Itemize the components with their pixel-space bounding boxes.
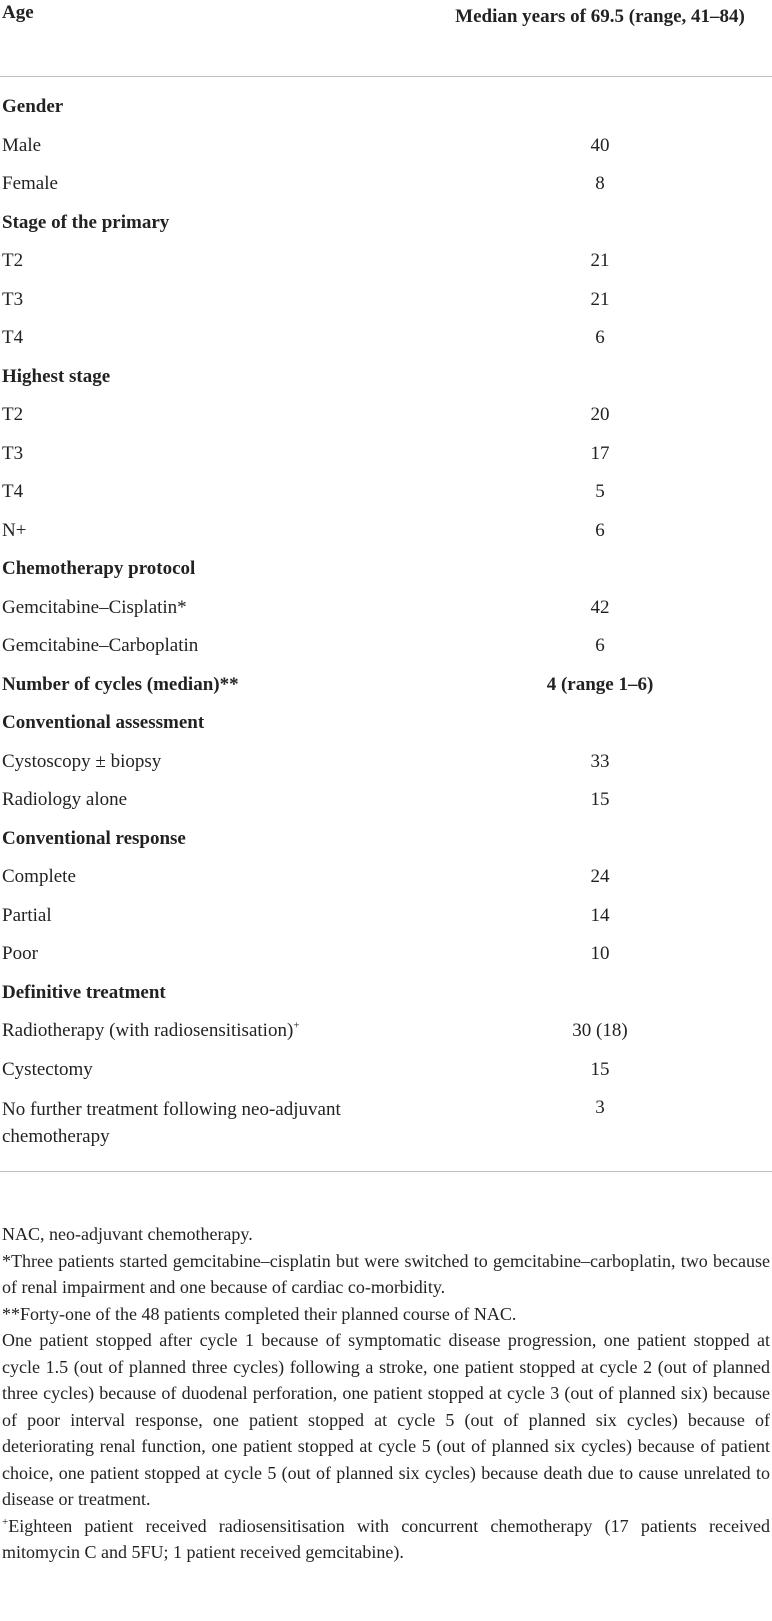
row-value: 33 xyxy=(590,750,610,772)
row-label: Gemcitabine–Carboplatin xyxy=(2,635,199,656)
row-value: 14 xyxy=(590,904,610,926)
row-label: Female xyxy=(2,173,58,194)
footnote-marker: + xyxy=(293,1019,300,1032)
table-header xyxy=(0,0,772,76)
footnote-stopped-details: One patient stopped after cycle 1 because of symptomatic disease progression, one patient stopped at cycle 1.5 (out of planned three cycles) following a stroke, one patient stopped at cycle 2 (out of planned three cycles) because of duodenal perforation, one patient stopped at cycle 3 (out of planned six) because of poor interval response, one patient stopped at cycle 5 (out of planned six cycles) because of deteriorating renal function, one patient stopped at cycle 5 (out of planned six cycles) because of patient choice, one patient stopped at cycle 5 (out of planned six cycles) because death due to cause unrelated to disease or treatment. xyxy=(2,1330,770,1509)
section-label: Conventional response xyxy=(2,827,186,849)
footnote-plus-mark: + xyxy=(2,1515,9,1528)
row-label: T3 xyxy=(2,288,24,310)
row-label: Poor xyxy=(2,943,38,964)
row-value: 6 xyxy=(595,519,605,541)
row-value: 21 xyxy=(590,250,610,271)
row-label: Cystoscopy ± biopsy xyxy=(2,750,162,772)
footnote-radiosensitisation-text: Eighteen patient received radiosensitisation with concurrent chemotherapy (17 patients received mitomycin C and 5FU; 1 patient received gemcitabine). xyxy=(2,1515,770,1562)
section-label: Highest stage xyxy=(2,365,111,387)
row-label: T2 xyxy=(2,404,24,425)
row-value: 20 xyxy=(590,404,610,425)
row-value: 8 xyxy=(595,173,605,194)
row-value: 10 xyxy=(590,943,610,964)
row-value: 17 xyxy=(590,442,610,464)
header-median: Median years of 69.5 (range, 41–84) xyxy=(455,6,745,27)
row-value: 42 xyxy=(590,596,610,618)
footer-rule xyxy=(0,1171,772,1172)
row-label: Radiotherapy (with radiosensitisation)+ xyxy=(2,1019,300,1041)
row-value: 24 xyxy=(590,866,610,887)
row-value: 15 xyxy=(590,1058,610,1080)
row-label: Male xyxy=(2,134,42,156)
row-label: Radiology alone xyxy=(2,789,128,810)
footnote-abbreviation: NAC, neo-adjuvant chemotherapy. xyxy=(2,1224,253,1244)
header-rule xyxy=(0,76,772,77)
footnote-radiosensitisation xyxy=(2,1513,770,1566)
footnote-cycles-completed: **Forty-one of the 48 patients completed their planned course of NAC. xyxy=(2,1303,517,1324)
row-label: Complete xyxy=(2,866,76,887)
table-footnotes xyxy=(2,1221,770,1566)
section-label: Chemotherapy protocol xyxy=(2,558,196,579)
section-label: Conventional assessment xyxy=(2,712,205,733)
row-label: T4 xyxy=(2,481,24,502)
footnote-cisplatin-switch: *Three patients started gemcitabine–cisplatin but were switched to gemcitabine–carboplatin, two because of renal impairment and one because of cardiac co-morbidity. xyxy=(2,1250,770,1297)
row-value: 15 xyxy=(590,789,610,810)
section-label: Number of cycles (median)** xyxy=(2,673,239,695)
row-value: 21 xyxy=(590,288,610,310)
row-label: Gemcitabine–Cisplatin* xyxy=(2,596,187,618)
row-value: 5 xyxy=(595,481,605,502)
section-label: Stage of the primary xyxy=(2,211,170,233)
section-label: Gender xyxy=(2,96,64,117)
row-value: 6 xyxy=(595,635,605,656)
row-value: 40 xyxy=(590,134,610,156)
header-age: Age xyxy=(2,2,34,23)
row-value: 3 xyxy=(595,1097,605,1118)
row-label: T2 xyxy=(2,250,24,271)
row-label: T3 xyxy=(2,442,24,464)
row-value: 4 (range 1–6) xyxy=(546,673,654,695)
row-label: T4 xyxy=(2,327,24,348)
row-value: 30 (18) xyxy=(572,1020,628,1041)
row-label: No further treatment following neo-adjuvant chemotherapy xyxy=(2,1099,341,1147)
row-label: Cystectomy xyxy=(2,1058,93,1080)
section-label: Definitive treatment xyxy=(2,981,166,1003)
row-value: 6 xyxy=(595,327,605,348)
row-label: Partial xyxy=(2,904,52,926)
row-label: N+ xyxy=(2,519,27,541)
